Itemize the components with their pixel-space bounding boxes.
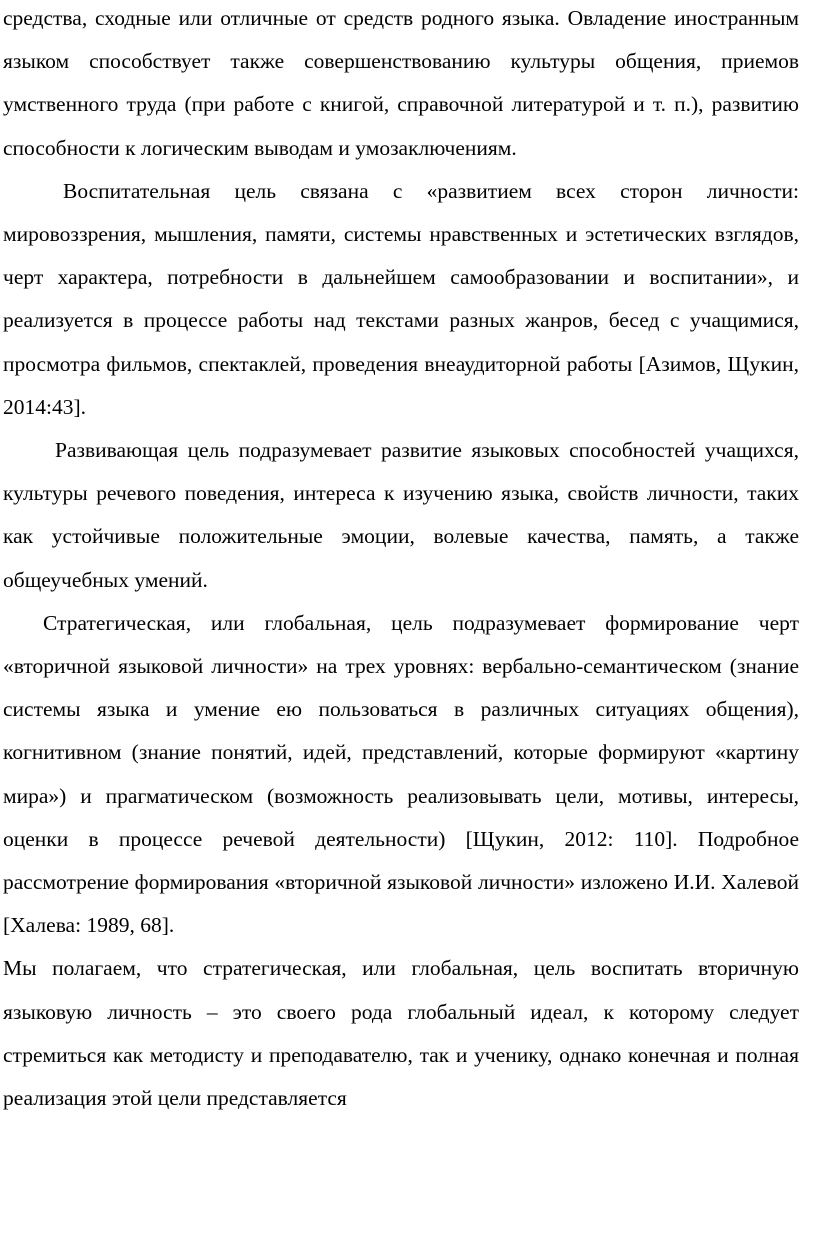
paragraph-conclusion: Мы полагаем, что стратегическая, или глобальная, цель воспитать вторичную языковую личность – это своего рода глобальный идеал, к которому следует стремиться как методисту и преподавателю, так и ученику, однако конечная и полная реализация этой цели представляется: [3, 956, 799, 1111]
document-page: [3, 0, 799, 1120]
paragraph-strategic-goal: Стратегическая, или глобальная, цель подразумевает формирование черт «вторичной языковой личности» на трех уровнях: вербально-семантическом (знание системы языка и умение ею пользоваться в различных ситуациях общения), когнитивном (знание понятий, идей, представлений, которые формируют «картину мира») и прагматическом (возможность реализовывать цели, мотивы, интересы, оценки в процессе речевой деятельности) [Щукин, 2012: 110]. Подробное рассмотрение формирования «вторичной языковой личности» изложено И.И. Халевой [Халева: 1989, 68].: [3, 610, 799, 938]
paragraph-educational-goal: Воспитательная цель связана с «развитием всех сторон личности: мировоззрения, мышления, памяти, системы нравственных и эстетических взглядов, черт характера, потребности в дальнейшем самообразовании и воспитании», и реализуется в процессе работы над текстами разных жанров, бесед с учащимися, просмотра фильмов, спектаклей, проведения внеаудиторной работы [Азимов, Щукин, 2014:43].: [3, 178, 799, 419]
paragraph-developmental-goal: Развивающая цель подразумевает развитие языковых способностей учащихся, культуры речевого поведения, интереса к изучению языка, свойств личности, таких как устойчивые положительные эмоции, волевые качества, память, а также общеучебных умений.: [3, 438, 799, 592]
paragraph-continued: средства, сходные или отличные от средств родного языка. Овладение иностранным языком способствует также совершенствованию культуры общения, приемов умственного труда (при работе с книгой, справочной литературой и т. п.), развитию способности к логическим выводам и умозаключениям.: [3, 6, 799, 160]
